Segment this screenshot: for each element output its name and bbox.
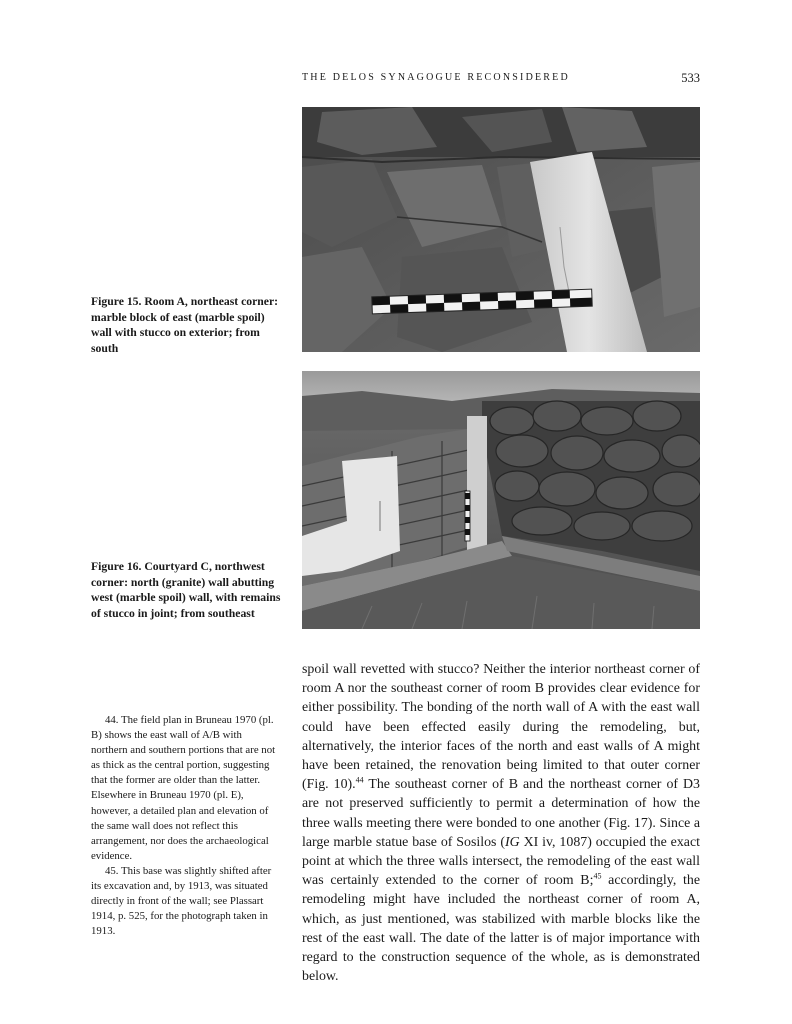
footnote-44: 44. The field plan in Bruneau 1970 (pl. B) shows the east wall of A/B with northern and southern portions that are not as thick as the central portion, suggesting that the former are older than the latter. Elsewhere in Bruneau 1970 (pl. E), however, a detailed plan and elevation of the same wall does not reflect this arrangement, nor does the archaeological evidence. (91, 714, 276, 862)
figure-16-caption: Figure 16. Courtyard C, northwest corner: north (granite) wall abutting west (marble spoil) wall, with remains of stucco in joint; from southeast (91, 560, 281, 620)
footnotes (91, 713, 277, 939)
footnote-ref-45: 45 (593, 871, 602, 881)
body-segment: spoil wall revetted with stucco? Neither the interior northeast corner of room A nor the southeast corner of room B provides clear evidence for either possibility. The bonding of the north wall of A with the east wall could have been effected easily during the remodeling, but, alternatively, the interior faces of the north and east walls of A might have been retained, the renovation being limited to that outer corner (Fig. 10). (302, 662, 700, 793)
body-segment: accordingly, the remodeling might have included the northeast corner of room A, which, as just mentioned, was stabilized with marble blocks like the rest of the east wall. The date of the latter is of major importance with regard to the construction sequence of the whole, as is demonstrated below. (302, 873, 701, 985)
citation-ig: IG (504, 834, 520, 850)
page-number: 533 (681, 71, 700, 85)
footnote-45: 45. This base was slightly shifted after its excavation and, by 1913, was situated directly in front of the wall; see Plassart 1914, p. 525, for the photograph taken in 1913. (91, 864, 272, 938)
figure-16-photo (302, 371, 700, 629)
figure-15-photo (302, 107, 700, 352)
running-head-title: THE DELOS SYNAGOGUE RECONSIDERED (302, 72, 570, 83)
body-segment: The southeast corner of B and the northeast corner of D3 are not preserved sufficiently to permit a determination of how the three walls meeting there were bonded to one another (Fig. 17). Since a large marble statue base of Sosilos ( (302, 777, 700, 850)
body-text (302, 660, 700, 986)
body-paragraph (302, 660, 700, 986)
running-head (302, 72, 700, 88)
figure-15-caption: Figure 15. Room A, northeast corner: marble block of east (marble spoil) wall with stucco on exterior; from south (91, 295, 279, 355)
body-segment: XI iv, 1087) occupied the exact point at which the three walls intersect, the remodeling of the east wall was certainly extended to the corner of room B; (302, 834, 700, 889)
footnote-ref-44: 44 (355, 775, 364, 785)
